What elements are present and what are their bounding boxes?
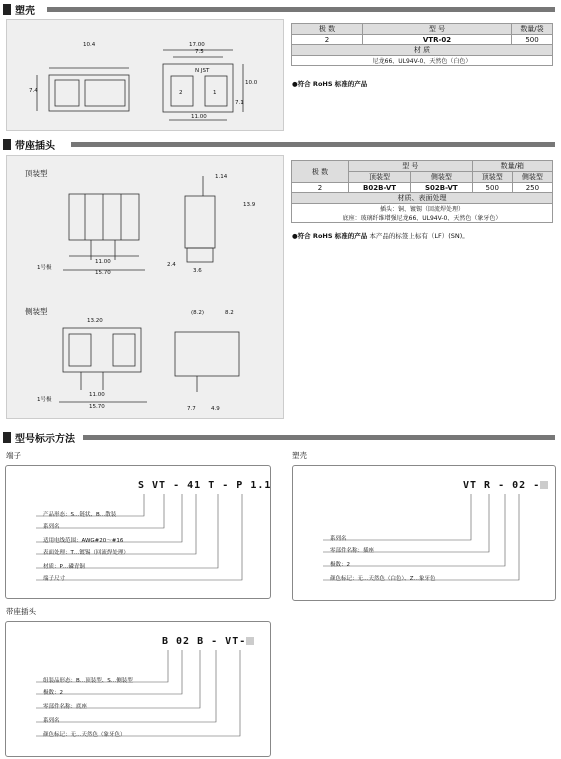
col-header: 型 号 — [349, 161, 473, 172]
legend-item: 零部件名称：底座 — [43, 704, 88, 710]
dim-label: 1.14 — [215, 174, 228, 180]
col-header: 侧装型 — [512, 172, 552, 183]
dim-label: 11.00 — [191, 114, 207, 120]
section-title-housing: 塑壳 — [15, 6, 35, 17]
rohs-note: ●符合 RoHS 标准的产品 — [292, 80, 368, 88]
legend-item: 系列名 — [330, 536, 347, 542]
cell: S02B-VT — [411, 183, 473, 193]
legend-item: 表面处理：T…镀锡（回流焊处理） — [43, 550, 129, 556]
legend-item: 材质：P…磷青铜 — [43, 564, 85, 570]
pin1-label: 1号极 — [37, 397, 52, 403]
section-bar-header — [3, 139, 555, 150]
dim-label: 1 — [213, 90, 217, 96]
legend-item: 颜色标记：无…天然色（象牙色） — [43, 732, 126, 738]
dim-label: N JST — [195, 68, 210, 74]
dim-label: 7.4 — [29, 88, 38, 94]
section-bar-model — [3, 432, 555, 443]
legend-item: 系列名 — [43, 524, 60, 530]
legend-item: 组装品形态：B…顶装型、S…侧装型 — [43, 678, 133, 684]
header-drawing-panel — [6, 155, 284, 419]
dim-label: 11.00 — [89, 392, 105, 398]
header-code-title: 带座插头 — [6, 607, 36, 616]
legend-item: 颜色标记：无…天然色（白色）、Z…象牙色 — [330, 576, 436, 582]
cell: 2 — [292, 35, 363, 45]
legend-item: 极数：2 — [43, 690, 63, 696]
dim-label: 7.7 — [187, 406, 196, 412]
housing-drawing — [7, 20, 283, 130]
housing-code-box — [292, 465, 556, 601]
col-header: 顶装型 — [472, 172, 512, 183]
dim-label: 2.4 — [167, 262, 176, 268]
header-drawing — [7, 156, 283, 418]
pin1-label: 1号极 — [37, 265, 52, 271]
rohs-detail: 本产品的标签上标有（LF）(SN)。 — [369, 232, 469, 240]
housing-code-title: 塑壳 — [292, 451, 307, 460]
col-header: 数量/袋 — [512, 24, 553, 35]
dim-label: 2 — [179, 90, 183, 96]
legend-item: 产品形态：S…链状、B…散装 — [43, 512, 117, 518]
housing-code-text: VT R - 02 - — [463, 480, 541, 491]
dim-label: 10.0 — [245, 80, 258, 86]
cell: VTR-02 — [363, 35, 512, 45]
material-value: 底座：玻璃纤维增强尼龙66、UL94V-0、天然色（象牙色） — [292, 213, 553, 223]
side-type-label: 侧装型 — [25, 307, 48, 316]
terminal-code: S VT - 41 T - P 1.1 — [138, 480, 272, 491]
legend-item: 系列名 — [43, 718, 60, 724]
legend-item: 端子尺寸 — [43, 576, 66, 582]
dim-label: 3.6 — [193, 268, 202, 274]
header-code-text: B 02 B - VT- — [162, 636, 247, 647]
rohs-note — [292, 231, 469, 240]
material-value: 尼龙66、UL94V-0、天然色（白色） — [292, 56, 553, 66]
dim-label: 13.20 — [87, 318, 103, 324]
dim-label: 17.00 — [189, 42, 205, 48]
cell: 2 — [292, 183, 349, 193]
material-header: 材 质 — [292, 45, 553, 56]
legend-item: 零部件名称：插座 — [330, 548, 375, 554]
rohs-label: ●符合 RoHS 标准的产品 — [292, 232, 368, 240]
dim-label: 13.9 — [243, 202, 256, 208]
section-title-header: 带座插头 — [15, 141, 55, 152]
top-type-label: 顶装型 — [25, 169, 48, 178]
legend-item: 极数：2 — [330, 562, 350, 568]
dim-label: 7.1 — [235, 100, 244, 106]
cell: B02B-VT — [349, 183, 411, 193]
material-header: 材质、表面处理 — [292, 193, 553, 204]
dim-label: 10.4 — [83, 42, 96, 48]
section-bar-housing — [3, 4, 555, 15]
dim-label: 15.70 — [89, 404, 105, 410]
col-header: 顶装型 — [349, 172, 411, 183]
housing-drawing-panel — [6, 19, 284, 131]
col-header: 侧装型 — [411, 172, 473, 183]
cell: 250 — [512, 183, 552, 193]
dim-label: 11.00 — [95, 259, 111, 265]
housing-spec-table — [291, 23, 553, 66]
legend-item: 适用电线范围：AWG#20～#16 — [43, 538, 124, 544]
terminal-code-box — [5, 465, 271, 599]
dim-label: 7.5 — [195, 49, 204, 55]
col-header: 极 数 — [292, 161, 349, 183]
section-title-model: 型号标示方法 — [15, 434, 75, 445]
dim-label: 8.2 — [225, 310, 234, 316]
dim-label: 4.9 — [211, 406, 220, 412]
col-header: 型 号 — [363, 24, 512, 35]
col-header: 极 数 — [292, 24, 363, 35]
terminal-title: 端子 — [6, 451, 21, 460]
header-code-box — [5, 621, 271, 757]
dim-label: (8.2) — [191, 310, 205, 316]
dim-label: 15.70 — [95, 270, 111, 276]
cell: 500 — [512, 35, 553, 45]
col-header: 数量/箱 — [472, 161, 552, 172]
header-spec-table — [291, 160, 553, 223]
material-value: 插头：铜、镀锡（回流焊处理） — [292, 204, 553, 214]
cell: 500 — [472, 183, 512, 193]
